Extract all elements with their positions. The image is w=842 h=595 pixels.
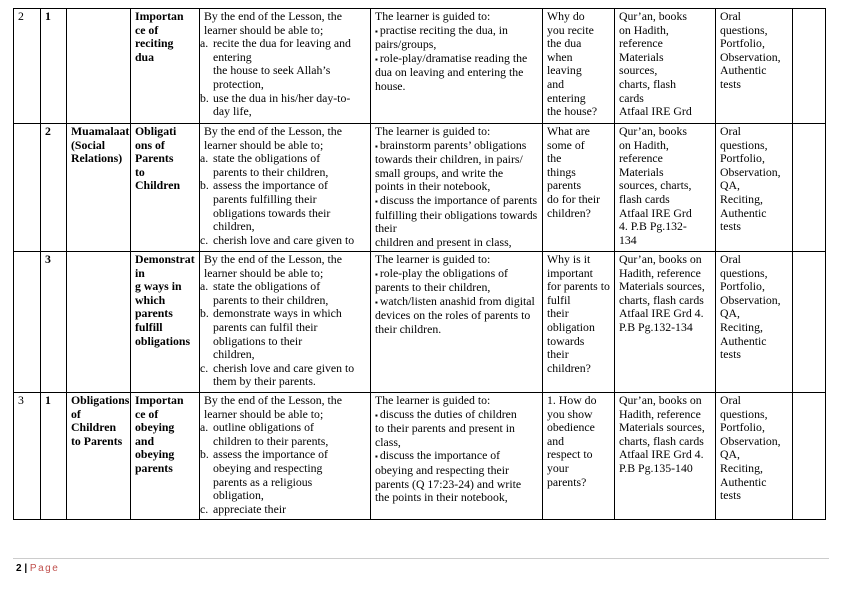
page-number: 2 bbox=[16, 563, 22, 574]
experience-bullet: ▪ discuss the duties of children to their parents and present in class, bbox=[375, 408, 538, 450]
learning-resources-cell: Qur’an, books on Hadith, reference Materials sources, charts, flash cards Atfaal IRE Grd 4. P.B Pg.132-134 bbox=[615, 252, 716, 393]
outcome-item bbox=[200, 178, 366, 234]
learning-outcomes-cell bbox=[200, 124, 371, 252]
outcome-item bbox=[200, 306, 366, 362]
outcome-item bbox=[200, 360, 366, 389]
sub-strand-cell: Demonstrat in g ways in which parents fulfill obligations bbox=[131, 252, 200, 393]
outcome-text: cherish love and care given to bbox=[213, 232, 355, 247]
learning-outcomes-cell bbox=[200, 9, 371, 124]
inquiry-question-cell: Why is it important for parents to fulfil their obligation towards their children? bbox=[543, 252, 615, 393]
learning-outcomes-cell bbox=[200, 252, 371, 393]
outcome-item bbox=[200, 151, 366, 179]
learning-resources-cell: Qur’an, books on Hadith, reference Materials sources, charts, flash cards Atfaal IRE Grd 4. P.B Pg.135-140 bbox=[615, 393, 716, 520]
learning-experiences-cell bbox=[371, 124, 543, 252]
outcome-text: appreciate their bbox=[213, 501, 287, 516]
sub-strand-cell: Importan ce of obeying and obeying parents bbox=[131, 393, 200, 520]
table-row bbox=[14, 393, 826, 520]
page-footer bbox=[16, 563, 59, 574]
table-row bbox=[14, 9, 826, 124]
strand-cell bbox=[67, 9, 131, 124]
reflection-cell bbox=[793, 252, 826, 393]
assessment-cell: Oral questions, Portfolio, Observation, Authentic tests bbox=[716, 9, 793, 124]
page-label: Page bbox=[29, 563, 60, 574]
outcome-item bbox=[200, 90, 366, 119]
strand-cell: Obligations of Children to Parents bbox=[67, 393, 131, 520]
outcome-item bbox=[200, 501, 366, 517]
sub-strand-cell: Obligati ons of Parents to Children bbox=[131, 124, 200, 252]
outcome-marker: b. bbox=[200, 306, 209, 321]
lesson-cell: 1 bbox=[41, 393, 67, 520]
inquiry-question-cell: Why do you recite the dua when leaving and entering the house? bbox=[543, 9, 615, 124]
learning-experiences-cell bbox=[371, 9, 543, 124]
table-row bbox=[14, 252, 826, 393]
outcome-item bbox=[200, 447, 366, 503]
assessment-cell: Oral questions, Portfolio, Observation, QA, Reciting, Authentic tests bbox=[716, 393, 793, 520]
experience-bullet: ▪ discuss the importance of obeying and respecting their parents (Q 17:23-24) and write the points in their notebook, bbox=[375, 449, 538, 504]
learning-experiences-cell bbox=[371, 252, 543, 393]
outcome-text: assess the importance of parents fulfilling their obligations towards their children, bbox=[213, 178, 331, 234]
lesson-cell: 1 bbox=[41, 9, 67, 124]
reflection-cell bbox=[793, 9, 826, 124]
week-cell: 2 bbox=[14, 9, 41, 124]
outcome-text: assess the importance of obeying and respecting parents as a religious obligation, bbox=[213, 447, 328, 503]
outcome-marker: a. bbox=[200, 36, 209, 51]
week-cell bbox=[14, 252, 41, 393]
experience-bullet: ▪ practise reciting the dua, in pairs/groups, bbox=[375, 24, 538, 52]
outcome-text: cherish love and care given to them by their parents. bbox=[213, 360, 355, 389]
experiences-intro: The learner is guided to: bbox=[375, 252, 491, 266]
reflection-cell bbox=[793, 393, 826, 520]
outcome-text: outline obligations of children to their parents, bbox=[213, 420, 329, 448]
outcome-item bbox=[200, 36, 366, 91]
outcome-text: use the dua in his/her day-to- day life, bbox=[213, 90, 351, 119]
inquiry-question-cell: What are some of the things parents do for their children? bbox=[543, 124, 615, 252]
outcome-marker: b. bbox=[200, 178, 209, 193]
outcomes-intro: By the end of the Lesson, the learner should be able to; bbox=[204, 124, 342, 152]
experiences-intro: The learner is guided to: bbox=[375, 393, 491, 407]
learning-experiences-cell bbox=[371, 393, 543, 520]
outcome-text: state the obligations of parents to their children, bbox=[213, 151, 329, 179]
strand-cell bbox=[67, 252, 131, 393]
outcomes-intro: By the end of the Lesson, the learner should be able to; bbox=[204, 393, 342, 421]
experiences-intro: The learner is guided to: bbox=[375, 124, 491, 138]
outcomes-intro: By the end of the Lesson, the learner should be able to; bbox=[204, 9, 342, 37]
lesson-cell: 3 bbox=[41, 252, 67, 393]
strand-cell: Muamalaat (Social Relations) bbox=[67, 124, 131, 252]
outcome-item bbox=[200, 420, 366, 448]
week-cell bbox=[14, 124, 41, 252]
outcome-item bbox=[200, 232, 366, 248]
outcome-marker: c. bbox=[200, 360, 209, 375]
outcome-marker: b. bbox=[200, 447, 209, 462]
table-row bbox=[14, 124, 826, 252]
experiences-intro: The learner is guided to: bbox=[375, 9, 491, 23]
assessment-cell: Oral questions, Portfolio, Observation, QA, Reciting, Authentic tests bbox=[716, 124, 793, 252]
scheme-of-work-table bbox=[13, 8, 826, 520]
experience-bullet: ▪ role-play/dramatise reading the dua on leaving and entering the house. bbox=[375, 52, 538, 94]
week-cell: 3 bbox=[14, 393, 41, 520]
outcome-marker: c. bbox=[200, 232, 209, 247]
footer-divider bbox=[13, 558, 829, 559]
outcome-item bbox=[200, 279, 366, 307]
sub-strand-cell: Importan ce of reciting dua bbox=[131, 9, 200, 124]
footer-separator: | bbox=[21, 563, 30, 574]
outcomes-intro: By the end of the Lesson, the learner should be able to; bbox=[204, 252, 342, 280]
learning-resources-cell: Qur’an, books on Hadith, reference Materials sources, charts, flash cards Atfaal IRE Grd bbox=[615, 9, 716, 124]
outcome-marker: c. bbox=[200, 501, 209, 516]
outcome-marker: a. bbox=[200, 279, 209, 294]
outcome-marker: a. bbox=[200, 151, 209, 166]
lesson-cell: 2 bbox=[41, 124, 67, 252]
outcome-text: demonstrate ways in which parents can fulfil their obligations to their children, bbox=[213, 306, 342, 362]
learning-resources-cell: Qur’an, books on Hadith, reference Materials sources, charts, flash cards Atfaal IRE Grd 4. P.B Pg.132- 134 bbox=[615, 124, 716, 252]
outcome-marker: a. bbox=[200, 420, 209, 435]
learning-outcomes-cell bbox=[200, 393, 371, 520]
reflection-cell bbox=[793, 124, 826, 252]
experience-bullet: ▪ brainstorm parents’ obligations towards their children, in pairs/ small groups, and write the points in their notebook, bbox=[375, 139, 538, 194]
experience-bullet: ▪ discuss the importance of parents fulfilling their obligations towards their children and present in class, bbox=[375, 194, 538, 249]
outcome-text: state the obligations of parents to their children, bbox=[213, 279, 329, 307]
outcome-marker: b. bbox=[200, 90, 209, 105]
inquiry-question-cell: 1. How do you show obedience and respect to your parents? bbox=[543, 393, 615, 520]
experience-bullet: ▪ watch/listen anashid from digital devices on the roles of parents to their children. bbox=[375, 295, 538, 337]
assessment-cell: Oral questions, Portfolio, Observation, QA, Reciting, Authentic tests bbox=[716, 252, 793, 393]
outcome-text: recite the dua for leaving and entering the house to seek Allah’s protection, bbox=[213, 36, 351, 91]
experience-bullet: ▪ role-play the obligations of parents to their children, bbox=[375, 267, 538, 295]
